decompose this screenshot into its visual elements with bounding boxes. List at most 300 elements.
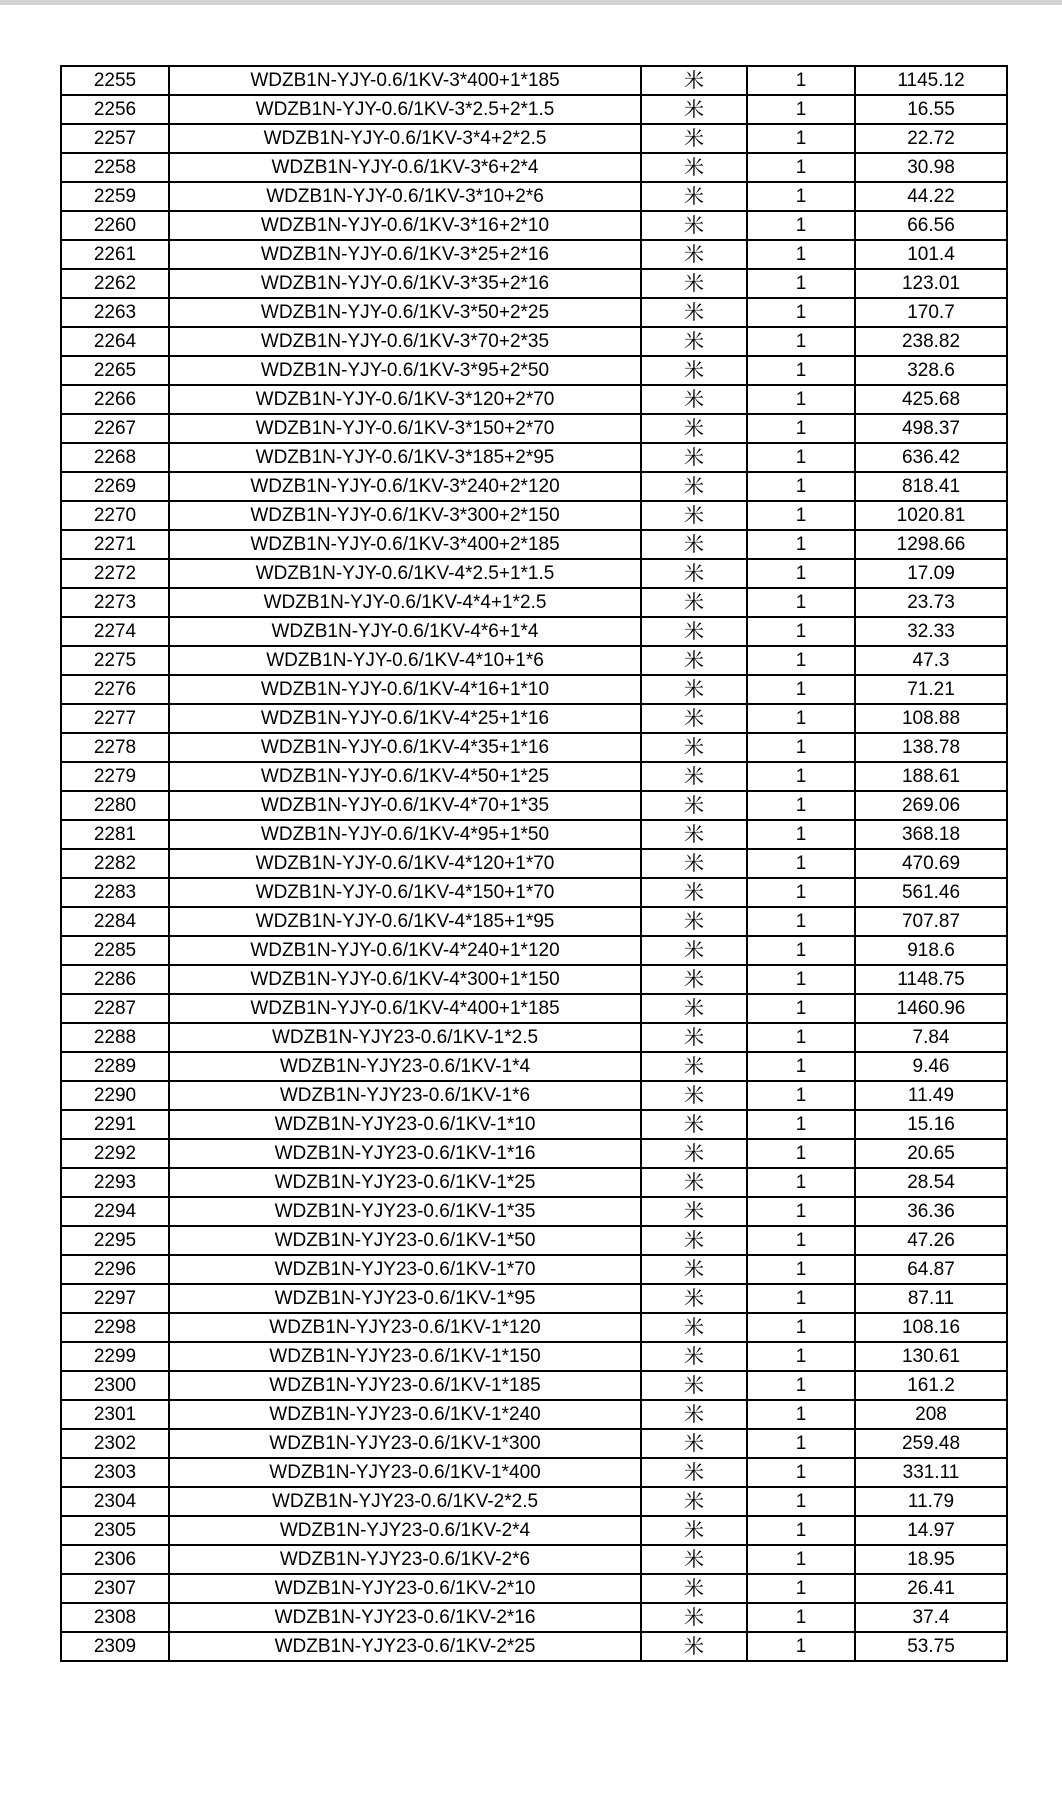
cable-model: WDZB1N-YJY23-0.6/1KV-2*16 [169,1603,641,1632]
table-row [61,298,1007,327]
unit-price: 259.48 [855,1429,1007,1458]
row-number: 2272 [61,559,169,588]
table-row [61,907,1007,936]
price-table-container [60,65,1006,1662]
row-number: 2306 [61,1545,169,1574]
unit-price: 331.11 [855,1458,1007,1487]
cable-model: WDZB1N-YJY-0.6/1KV-4*16+1*10 [169,675,641,704]
row-number: 2288 [61,1023,169,1052]
cable-model: WDZB1N-YJY-0.6/1KV-4*6+1*4 [169,617,641,646]
table-row [61,1052,1007,1081]
table-row [61,936,1007,965]
quantity: 1 [747,1226,855,1255]
quantity: 1 [747,1139,855,1168]
quantity: 1 [747,1313,855,1342]
row-number: 2285 [61,936,169,965]
row-number: 2281 [61,820,169,849]
row-number: 2299 [61,1342,169,1371]
unit: 米 [641,385,747,414]
unit: 米 [641,936,747,965]
cable-model: WDZB1N-YJY23-0.6/1KV-1*25 [169,1168,641,1197]
unit-price: 1148.75 [855,965,1007,994]
quantity: 1 [747,936,855,965]
quantity: 1 [747,1632,855,1661]
cable-model: WDZB1N-YJY-0.6/1KV-4*70+1*35 [169,791,641,820]
quantity: 1 [747,675,855,704]
unit: 米 [641,327,747,356]
unit: 米 [641,240,747,269]
unit-price: 170.7 [855,298,1007,327]
quantity: 1 [747,1284,855,1313]
row-number: 2291 [61,1110,169,1139]
quantity: 1 [747,1110,855,1139]
table-row [61,588,1007,617]
row-number: 2267 [61,414,169,443]
table-row [61,1545,1007,1574]
row-number: 2257 [61,124,169,153]
unit-price: 123.01 [855,269,1007,298]
row-number: 2308 [61,1603,169,1632]
cable-model: WDZB1N-YJY-0.6/1KV-3*6+2*4 [169,153,641,182]
unit: 米 [641,1487,747,1516]
unit-price: 20.65 [855,1139,1007,1168]
unit-price: 47.26 [855,1226,1007,1255]
cable-model: WDZB1N-YJY23-0.6/1KV-1*150 [169,1342,641,1371]
quantity: 1 [747,211,855,240]
quantity: 1 [747,1052,855,1081]
quantity: 1 [747,1168,855,1197]
quantity: 1 [747,1371,855,1400]
unit-price: 1298.66 [855,530,1007,559]
cable-model: WDZB1N-YJY-0.6/1KV-3*2.5+2*1.5 [169,95,641,124]
cable-model: WDZB1N-YJY-0.6/1KV-3*300+2*150 [169,501,641,530]
table-row [61,1458,1007,1487]
table-row [61,1400,1007,1429]
table-row [61,1371,1007,1400]
row-number: 2260 [61,211,169,240]
table-row [61,414,1007,443]
quantity: 1 [747,182,855,211]
table-row [61,559,1007,588]
quantity: 1 [747,1545,855,1574]
quantity: 1 [747,588,855,617]
table-row [61,1516,1007,1545]
cable-model: WDZB1N-YJY-0.6/1KV-4*300+1*150 [169,965,641,994]
cable-price-table [60,65,1008,1662]
cable-model: WDZB1N-YJY23-0.6/1KV-1*16 [169,1139,641,1168]
unit-price: 9.46 [855,1052,1007,1081]
cable-model: WDZB1N-YJY23-0.6/1KV-2*6 [169,1545,641,1574]
quantity: 1 [747,153,855,182]
row-number: 2297 [61,1284,169,1313]
quantity: 1 [747,95,855,124]
unit-price: 44.22 [855,182,1007,211]
row-number: 2280 [61,791,169,820]
quantity: 1 [747,66,855,95]
unit-price: 1460.96 [855,994,1007,1023]
unit-price: 23.73 [855,588,1007,617]
cable-model: WDZB1N-YJY-0.6/1KV-3*25+2*16 [169,240,641,269]
row-number: 2296 [61,1255,169,1284]
table-row [61,878,1007,907]
quantity: 1 [747,762,855,791]
table-row [61,1197,1007,1226]
unit: 米 [641,849,747,878]
unit-price: 53.75 [855,1632,1007,1661]
quantity: 1 [747,994,855,1023]
quantity: 1 [747,240,855,269]
table-row [61,472,1007,501]
unit: 米 [641,1168,747,1197]
row-number: 2287 [61,994,169,1023]
unit-price: 425.68 [855,385,1007,414]
table-row [61,1255,1007,1284]
table-row [61,704,1007,733]
cable-model: WDZB1N-YJY23-0.6/1KV-2*10 [169,1574,641,1603]
unit: 米 [641,443,747,472]
table-row [61,1487,1007,1516]
unit-price: 269.06 [855,791,1007,820]
unit: 米 [641,559,747,588]
unit: 米 [641,1545,747,1574]
unit: 米 [641,1284,747,1313]
quantity: 1 [747,646,855,675]
quantity: 1 [747,1023,855,1052]
cable-model: WDZB1N-YJY-0.6/1KV-3*400+2*185 [169,530,641,559]
table-row [61,182,1007,211]
quantity: 1 [747,1603,855,1632]
cable-model: WDZB1N-YJY-0.6/1KV-4*120+1*70 [169,849,641,878]
quantity: 1 [747,704,855,733]
quantity: 1 [747,849,855,878]
unit-price: 208 [855,1400,1007,1429]
cable-model: WDZB1N-YJY-0.6/1KV-4*240+1*120 [169,936,641,965]
row-number: 2295 [61,1226,169,1255]
row-number: 2255 [61,66,169,95]
unit-price: 707.87 [855,907,1007,936]
unit-price: 30.98 [855,153,1007,182]
cable-model: WDZB1N-YJY-0.6/1KV-3*70+2*35 [169,327,641,356]
quantity: 1 [747,559,855,588]
cable-model: WDZB1N-YJY23-0.6/1KV-1*95 [169,1284,641,1313]
unit-price: 16.55 [855,95,1007,124]
cable-model: WDZB1N-YJY-0.6/1KV-3*10+2*6 [169,182,641,211]
cable-model: WDZB1N-YJY23-0.6/1KV-1*6 [169,1081,641,1110]
unit-price: 11.49 [855,1081,1007,1110]
cable-model: WDZB1N-YJY-0.6/1KV-4*2.5+1*1.5 [169,559,641,588]
table-row [61,1023,1007,1052]
cable-model: WDZB1N-YJY-0.6/1KV-4*95+1*50 [169,820,641,849]
table-row [61,646,1007,675]
table-row [61,1110,1007,1139]
unit: 米 [641,95,747,124]
unit-price: 161.2 [855,1371,1007,1400]
unit: 米 [641,791,747,820]
unit-price: 37.4 [855,1603,1007,1632]
row-number: 2279 [61,762,169,791]
quantity: 1 [747,1255,855,1284]
unit: 米 [641,1429,747,1458]
table-row [61,762,1007,791]
unit: 米 [641,965,747,994]
unit: 米 [641,153,747,182]
cable-model: WDZB1N-YJY-0.6/1KV-3*185+2*95 [169,443,641,472]
unit: 米 [641,1400,747,1429]
unit: 米 [641,182,747,211]
unit: 米 [641,1052,747,1081]
unit-price: 470.69 [855,849,1007,878]
unit: 米 [641,1574,747,1603]
quantity: 1 [747,269,855,298]
row-number: 2286 [61,965,169,994]
row-number: 2300 [61,1371,169,1400]
row-number: 2303 [61,1458,169,1487]
row-number: 2258 [61,153,169,182]
unit: 米 [641,501,747,530]
table-row [61,791,1007,820]
quantity: 1 [747,414,855,443]
row-number: 2271 [61,530,169,559]
cable-model: WDZB1N-YJY-0.6/1KV-4*4+1*2.5 [169,588,641,617]
cable-model: WDZB1N-YJY-0.6/1KV-3*240+2*120 [169,472,641,501]
row-number: 2294 [61,1197,169,1226]
unit-price: 47.3 [855,646,1007,675]
cable-model: WDZB1N-YJY23-0.6/1KV-1*10 [169,1110,641,1139]
table-row [61,443,1007,472]
table-row [61,994,1007,1023]
cable-model: WDZB1N-YJY23-0.6/1KV-1*185 [169,1371,641,1400]
unit: 米 [641,1110,747,1139]
unit-price: 918.6 [855,936,1007,965]
unit-price: 71.21 [855,675,1007,704]
table-row [61,501,1007,530]
table-row [61,820,1007,849]
row-number: 2256 [61,95,169,124]
quantity: 1 [747,733,855,762]
table-row [61,240,1007,269]
cable-model: WDZB1N-YJY23-0.6/1KV-2*4 [169,1516,641,1545]
quantity: 1 [747,1197,855,1226]
unit-price: 22.72 [855,124,1007,153]
row-number: 2304 [61,1487,169,1516]
cable-model: WDZB1N-YJY-0.6/1KV-3*95+2*50 [169,356,641,385]
unit: 米 [641,1081,747,1110]
unit-price: 26.41 [855,1574,1007,1603]
table-row [61,965,1007,994]
row-number: 2259 [61,182,169,211]
cable-model: WDZB1N-YJY-0.6/1KV-3*4+2*2.5 [169,124,641,153]
cable-model: WDZB1N-YJY23-0.6/1KV-1*4 [169,1052,641,1081]
unit: 米 [641,588,747,617]
row-number: 2268 [61,443,169,472]
cable-model: WDZB1N-YJY23-0.6/1KV-2*2.5 [169,1487,641,1516]
cable-model: WDZB1N-YJY-0.6/1KV-3*400+1*185 [169,66,641,95]
table-row [61,530,1007,559]
row-number: 2274 [61,617,169,646]
cable-model: WDZB1N-YJY23-0.6/1KV-1*240 [169,1400,641,1429]
unit: 米 [641,1313,747,1342]
row-number: 2282 [61,849,169,878]
quantity: 1 [747,472,855,501]
row-number: 2261 [61,240,169,269]
unit-price: 188.61 [855,762,1007,791]
unit-price: 818.41 [855,472,1007,501]
row-number: 2276 [61,675,169,704]
quantity: 1 [747,530,855,559]
quantity: 1 [747,443,855,472]
row-number: 2264 [61,327,169,356]
cable-model: WDZB1N-YJY23-0.6/1KV-2*25 [169,1632,641,1661]
unit: 米 [641,675,747,704]
unit-price: 28.54 [855,1168,1007,1197]
unit: 米 [641,762,747,791]
unit-price: 130.61 [855,1342,1007,1371]
unit: 米 [641,298,747,327]
quantity: 1 [747,907,855,936]
cable-model: WDZB1N-YJY-0.6/1KV-4*150+1*70 [169,878,641,907]
table-row [61,95,1007,124]
cable-model: WDZB1N-YJY-0.6/1KV-4*25+1*16 [169,704,641,733]
row-number: 2298 [61,1313,169,1342]
row-number: 2262 [61,269,169,298]
table-row [61,1429,1007,1458]
quantity: 1 [747,965,855,994]
unit: 米 [641,414,747,443]
quantity: 1 [747,820,855,849]
cable-model: WDZB1N-YJY-0.6/1KV-3*50+2*25 [169,298,641,327]
unit: 米 [641,1342,747,1371]
table-row [61,211,1007,240]
unit-price: 64.87 [855,1255,1007,1284]
cable-model: WDZB1N-YJY-0.6/1KV-4*185+1*95 [169,907,641,936]
cable-model: WDZB1N-YJY23-0.6/1KV-1*120 [169,1313,641,1342]
unit: 米 [641,646,747,675]
row-number: 2283 [61,878,169,907]
unit-price: 15.16 [855,1110,1007,1139]
table-row [61,1226,1007,1255]
unit-price: 108.16 [855,1313,1007,1342]
cable-model: WDZB1N-YJY-0.6/1KV-4*35+1*16 [169,733,641,762]
table-row [61,1081,1007,1110]
unit: 米 [641,1226,747,1255]
quantity: 1 [747,1400,855,1429]
table-row [61,327,1007,356]
table-row [61,1139,1007,1168]
unit-price: 101.4 [855,240,1007,269]
quantity: 1 [747,501,855,530]
quantity: 1 [747,1487,855,1516]
unit: 米 [641,1197,747,1226]
unit: 米 [641,1516,747,1545]
table-row [61,849,1007,878]
cable-model: WDZB1N-YJY-0.6/1KV-4*10+1*6 [169,646,641,675]
unit-price: 108.88 [855,704,1007,733]
unit: 米 [641,704,747,733]
cable-model: WDZB1N-YJY23-0.6/1KV-1*50 [169,1226,641,1255]
quantity: 1 [747,124,855,153]
cable-model: WDZB1N-YJY-0.6/1KV-4*400+1*185 [169,994,641,1023]
quantity: 1 [747,356,855,385]
top-border-strip [0,0,1062,5]
unit: 米 [641,211,747,240]
unit-price: 1020.81 [855,501,1007,530]
unit: 米 [641,820,747,849]
table-row [61,1342,1007,1371]
table-row [61,1632,1007,1661]
unit: 米 [641,1458,747,1487]
quantity: 1 [747,1342,855,1371]
cable-model: WDZB1N-YJY23-0.6/1KV-1*300 [169,1429,641,1458]
unit: 米 [641,878,747,907]
row-number: 2307 [61,1574,169,1603]
cable-model: WDZB1N-YJY23-0.6/1KV-1*35 [169,1197,641,1226]
row-number: 2293 [61,1168,169,1197]
row-number: 2277 [61,704,169,733]
table-row [61,1603,1007,1632]
unit-price: 7.84 [855,1023,1007,1052]
unit: 米 [641,269,747,298]
unit-price: 66.56 [855,211,1007,240]
unit-price: 18.95 [855,1545,1007,1574]
cable-model: WDZB1N-YJY23-0.6/1KV-1*400 [169,1458,641,1487]
unit: 米 [641,733,747,762]
cable-model: WDZB1N-YJY23-0.6/1KV-1*70 [169,1255,641,1284]
table-row [61,733,1007,762]
unit-price: 11.79 [855,1487,1007,1516]
cable-model: WDZB1N-YJY-0.6/1KV-3*16+2*10 [169,211,641,240]
row-number: 2284 [61,907,169,936]
unit-price: 328.6 [855,356,1007,385]
row-number: 2290 [61,1081,169,1110]
unit: 米 [641,472,747,501]
quantity: 1 [747,617,855,646]
row-number: 2263 [61,298,169,327]
table-row [61,617,1007,646]
unit: 米 [641,66,747,95]
quantity: 1 [747,1429,855,1458]
table-row [61,356,1007,385]
quantity: 1 [747,1516,855,1545]
table-row [61,675,1007,704]
unit-price: 138.78 [855,733,1007,762]
row-number: 2273 [61,588,169,617]
unit-price: 87.11 [855,1284,1007,1313]
table-row [61,124,1007,153]
table-row [61,1574,1007,1603]
unit-price: 368.18 [855,820,1007,849]
cable-model: WDZB1N-YJY-0.6/1KV-3*120+2*70 [169,385,641,414]
cable-model: WDZB1N-YJY-0.6/1KV-3*150+2*70 [169,414,641,443]
unit: 米 [641,907,747,936]
quantity: 1 [747,1574,855,1603]
unit-price: 238.82 [855,327,1007,356]
unit: 米 [641,1603,747,1632]
quantity: 1 [747,1081,855,1110]
unit-price: 32.33 [855,617,1007,646]
unit-price: 1145.12 [855,66,1007,95]
row-number: 2305 [61,1516,169,1545]
unit: 米 [641,530,747,559]
table-body [61,66,1007,1661]
row-number: 2266 [61,385,169,414]
quantity: 1 [747,385,855,414]
quantity: 1 [747,1458,855,1487]
unit: 米 [641,1255,747,1284]
unit: 米 [641,1632,747,1661]
unit: 米 [641,356,747,385]
unit-price: 14.97 [855,1516,1007,1545]
row-number: 2278 [61,733,169,762]
